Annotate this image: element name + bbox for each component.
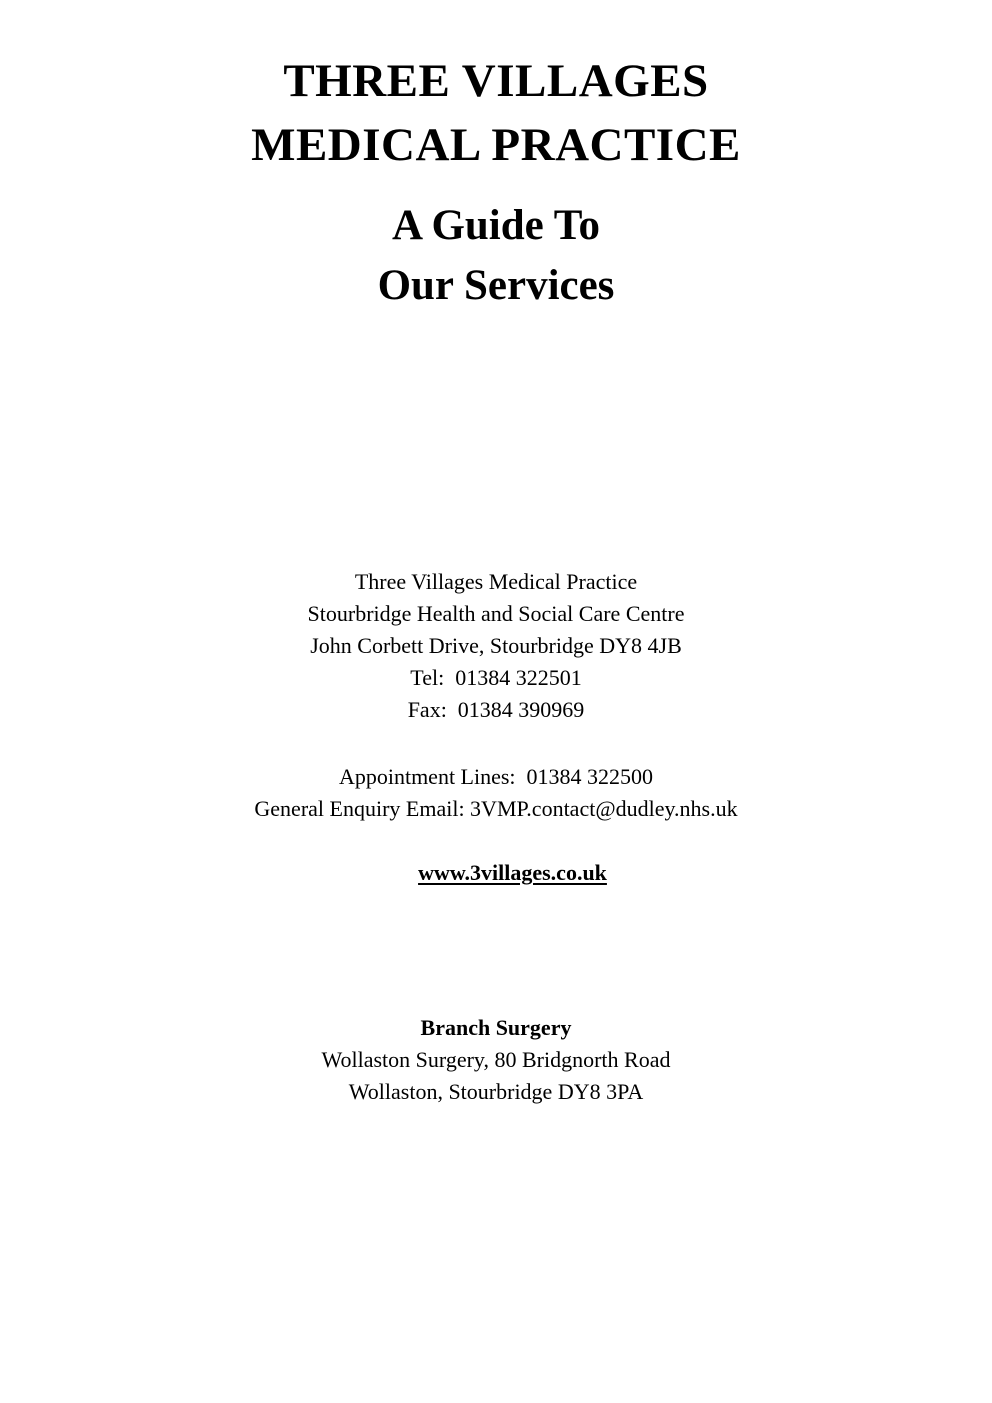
guide-subtitle-line1: A Guide To (392, 202, 600, 249)
main-surgery-address-line1: Stourbridge Health and Social Care Centre (307, 601, 685, 626)
branch-surgery-section (0, 1012, 992, 1108)
general-enquiry-email: General Enquiry Email: 3VMP.contact@dudley.nhs.uk (254, 796, 738, 821)
branch-surgery-heading: Branch Surgery (420, 1015, 572, 1040)
branch-surgery-address-line2: Wollaston, Stourbridge DY8 3PA (348, 1079, 644, 1104)
appointment-lines: Appointment Lines: 01384 322500 (338, 764, 654, 789)
practice-title-line1: THREE VILLAGES (283, 55, 709, 107)
practice-title-line2: MEDICAL PRACTICE (251, 119, 741, 171)
main-surgery-fax: Fax: 01384 390969 (407, 697, 585, 722)
branch-surgery-address-line1: Wollaston Surgery, 80 Bridgnorth Road (321, 1047, 671, 1072)
main-surgery-address-line2: John Corbett Drive, Stourbridge DY8 4JB (310, 633, 682, 658)
guide-subtitle (0, 196, 992, 316)
website-link[interactable]: www.3villages.co.uk (418, 860, 607, 885)
main-surgery-name: Three Villages Medical Practice (354, 569, 638, 594)
contact-details (0, 761, 992, 921)
guide-subtitle-line2: Our Services (377, 262, 615, 309)
practice-title (0, 49, 992, 177)
main-surgery-tel: Tel: 01384 322501 (410, 665, 582, 690)
main-surgery-address (0, 566, 992, 726)
